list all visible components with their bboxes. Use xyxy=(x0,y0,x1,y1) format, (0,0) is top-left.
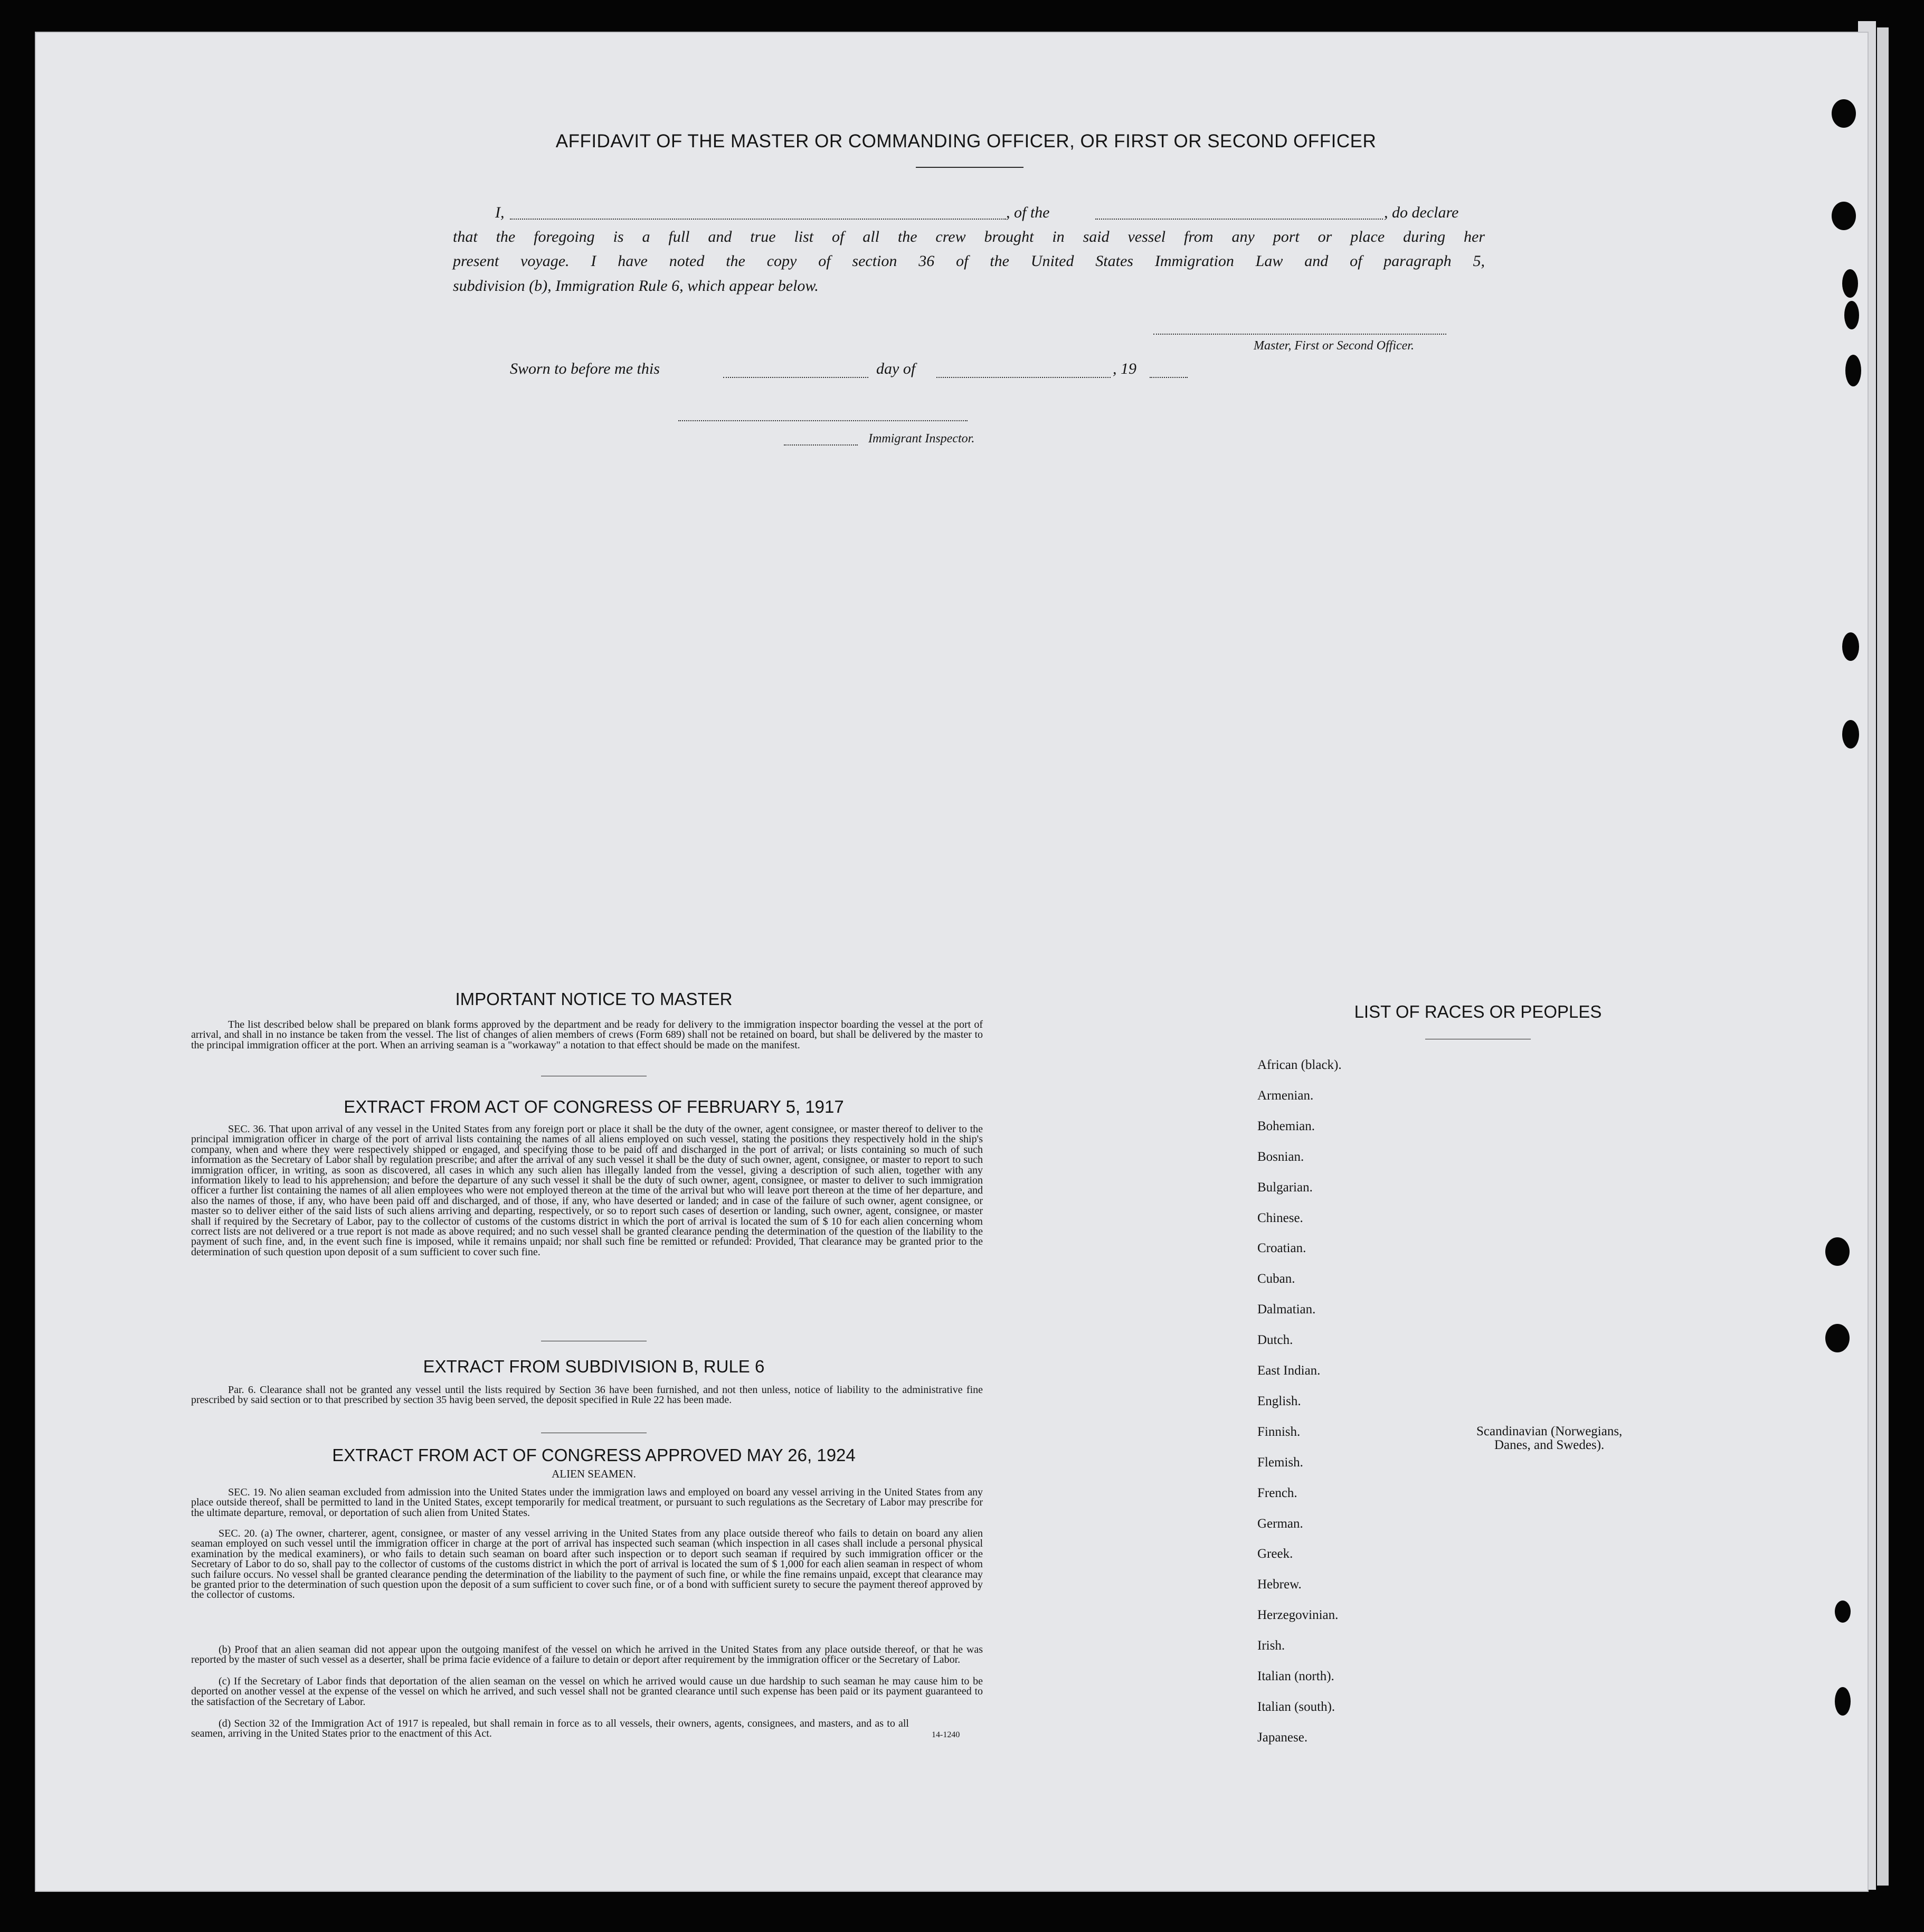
race-item: Herzegovinian. xyxy=(1257,1608,1339,1623)
binder-hole-icon xyxy=(1825,1237,1850,1266)
binder-hole-icon xyxy=(1825,1324,1850,1352)
month-blank xyxy=(936,377,1111,378)
extract-1924-sec20a: SEC. 20. (a) The owner, charterer, agent, consignee, or master of any vessel arriving in the United States from any place outside thereof who fails to detain on board any alien seaman employed on such vessel until the immigration officer in charge at the port of arrival has inspected such seaman (which inspection in all cases shall include a personal physical examination by the medical examiners), or who fails to detain such seaman on board after such inspection or to deport such seaman if required by such immigration officer or the Secretary of Labor to do so, shall pay to the collector of customs of the customs district in which the port of arrival is located the sum of $ 1,000 for each alien seaman in respect of whom such failure occurs. No vessel shall be granted clearance pending the determination of the liability to the payment of such fine, or while the fine remains unpaid, except that clearance may be granted prior to the determination of such question upon the deposit of a sum sufficient to cover such fine, or of a bond with sufficient surety to secure the payment thereof approved by the collector of customs. xyxy=(191,1528,983,1601)
notice-title: IMPORTANT NOTICE TO MASTER xyxy=(455,989,733,1009)
year-blank xyxy=(1150,377,1188,378)
race-item: East Indian. xyxy=(1257,1363,1321,1378)
form-number: 14-1240 xyxy=(932,1730,960,1739)
day-blank xyxy=(723,377,868,378)
sworn-text: Sworn to before me this xyxy=(510,360,660,377)
race-item: Armenian. xyxy=(1257,1088,1314,1103)
race-item: Irish. xyxy=(1257,1639,1285,1653)
year-prefix: , 19 xyxy=(1113,360,1136,377)
race-item: Italian (north). xyxy=(1257,1669,1334,1683)
affidavit-line4: subdivision (b), Immigration Rule 6, which appear below. xyxy=(453,277,819,295)
race-item: English. xyxy=(1257,1394,1301,1408)
race-item: Dalmatian. xyxy=(1257,1302,1316,1317)
extract-1924-sec20b: (b) Proof that an alien seaman did not appear upon the outgoing manifest of the vessel on which he arrived in the United States from any place outside thereof, or that he was reported by the master of such vessel as a deserter, shall be prima facie evidence of a failure to detain or deport after requirement by the immigration officer or the Secretary of Labor. xyxy=(191,1644,983,1666)
affidavit-line2: that the foregoing is a full and true list of all the crew brought in said vessel from any port or place during her xyxy=(453,228,1485,245)
binder-hole-icon xyxy=(1842,632,1859,661)
binder-hole-icon xyxy=(1835,1600,1851,1623)
affidavit-line1-of-the: , of the xyxy=(1006,204,1050,221)
extract-1917-text: SEC. 36. That upon arrival of any vessel in the United States from any foreign port or place it shall be the duty of the owner, agent consignee, or master thereof to deliver to the principal immigration officer in charge of the port of arrival lists containing the names of all aliens employed on such vessel, stating the positions they respectively hold in the ship's company, when and where they were respectively shipped or engaged, and specifying those to be paid off and discharged in the port of arrival; or lists containing so much of such information as the Secretary of Labor shall by regulation prescribe; and after the arrival of any such vessel it shall be the duty of such owner, agent, consignee, or master to report to such immigration officer, in writing, as soon as discovered, all cases in which any such alien has illegally landed from the vessel, giving a description of such alien, together with any information likely to lead to his apprehension; and before the departure of any such vessel it shall be the duty of such owner, agent, consignee, or master to deliver to such immigration officer a further list containing the names of all alien employees who were not employed thereon at the time of the arrival but who will leave port thereon at the time of her departure, and also the names of those, if any, who have been paid off and discharged, and of those, if any, who have deserted or landed; and in case of the failure of such owner, agent consignee, or master so to deliver either of the said lists of such aliens arriving and departing, respectively, or so to report such cases of desertion or landing, such owner, agent, consignee, or master shall if required by the Secretary of Labor, pay to the collector of customs of the customs district in which the port of arrival is located the sum of $ 10 for each alien concerning whom correct lists are not delivered or a true report is not made as above required; and no such vessel shall be granted clearance pending the determination of the question of the liability to the payment of such fine, and, in the event such fine is imposed, while it remains unpaid; nor shall such fine be remitted or refunded: Provided, That clearance may be granted prior to the determination of such question upon deposit of a sum sufficient to cover such fine. xyxy=(191,1123,983,1258)
extract-1924-sec20c: (c) If the Secretary of Labor finds that deportation of the alien seaman on the vessel on which he arrived would cause un due hardship to such seaman he may cause him to be deported on another vessel at the expense of the vessel on which he arrived, and such vessel shall not be granted clearance until such expense has been paid or its payment guaranteed to the satisfaction of the Secretary of Labor. xyxy=(191,1675,983,1708)
inspector-caption: Immigrant Inspector. xyxy=(868,432,975,446)
race-item: Hebrew. xyxy=(1257,1577,1302,1592)
race-item: Bosnian. xyxy=(1257,1149,1304,1164)
page-edge-stack-back xyxy=(1877,27,1889,1886)
notice-text: The list described below shall be prepared on blank forms approved by the department and be ready for delivery to the immigration inspector boarding the vessel at the port of arrival, and shall in no instance be taken from the vessel. The list of changes of alien members of crews (Form 689) shall not be retained on board, but shall be delivered by the master to the principal immigration officer at the port. When an arriving seaman is a "workaway" a notation to that effect should be made on the manifest. xyxy=(191,1019,983,1051)
name-blank xyxy=(510,219,1006,220)
affidavit-line1-i: I, xyxy=(495,204,505,221)
binder-hole-icon xyxy=(1842,269,1858,298)
divider xyxy=(916,167,1023,168)
signature-line xyxy=(1153,334,1446,335)
inspector-signature-line xyxy=(678,420,968,421)
affidavit-line1-declare: , do declare xyxy=(1384,204,1459,221)
race-item: Bohemian. xyxy=(1257,1119,1315,1133)
race-item: Italian (south). xyxy=(1257,1699,1335,1714)
race-item: Japanese. xyxy=(1257,1730,1308,1745)
binder-hole-icon xyxy=(1844,301,1859,329)
race-item: Scandinavian (Norwegians, Danes, and Swedes). xyxy=(1476,1424,1623,1452)
race-item: Bulgarian. xyxy=(1257,1180,1313,1195)
race-item: Chinese. xyxy=(1257,1210,1303,1225)
race-item: Finnish. xyxy=(1257,1424,1301,1439)
race-item: German. xyxy=(1257,1516,1303,1531)
binder-hole-icon xyxy=(1832,202,1856,230)
affidavit-title: AFFIDAVIT OF THE MASTER OR COMMANDING OFFICER, OR FIRST OR SECOND OFFICER xyxy=(555,131,1377,151)
race-item: Flemish. xyxy=(1257,1455,1303,1470)
race-item: Cuban. xyxy=(1257,1272,1295,1286)
extract-1924-subtitle: ALIEN SEAMEN. xyxy=(552,1467,636,1480)
race-item: French. xyxy=(1257,1485,1297,1500)
race-item: African (black). xyxy=(1257,1058,1342,1072)
affidavit-line3: present voyage. I have noted the copy of section 36 of the United States Immigration Law and of paragraph 5, xyxy=(453,252,1485,270)
binder-hole-icon xyxy=(1842,720,1859,749)
day-of-text: day of xyxy=(876,360,916,377)
binder-hole-icon xyxy=(1835,1687,1851,1716)
race-item: Croatian. xyxy=(1257,1241,1306,1256)
vessel-blank xyxy=(1095,219,1383,220)
document-page xyxy=(36,33,1868,1891)
binder-hole-icon xyxy=(1845,355,1861,386)
binder-hole-icon xyxy=(1832,99,1856,128)
race-item: Dutch. xyxy=(1257,1333,1293,1348)
signature-caption: Master, First or Second Officer. xyxy=(1254,339,1414,353)
race-item: Greek. xyxy=(1257,1547,1293,1561)
extract-1924-sec20d: (d) Section 32 of the Immigration Act of 1917 is repealed, but shall remain in force as to all vessels, their owners, agents, consignees, and masters, and as to all seamen, arriving in the United States prior to the enactment of this Act. xyxy=(191,1718,909,1740)
extract-1924-title: EXTRACT FROM ACT OF CONGRESS APPROVED MAY 26, 1924 xyxy=(332,1445,856,1465)
extract-1917-title: EXTRACT FROM ACT OF CONGRESS OF FEBRUARY 5, 1917 xyxy=(344,1097,844,1116)
extract-rule6-text: Par. 6. Clearance shall not be granted any vessel until the lists required by Section 36 have been furnished, and not then unless, notice of liability to the administrative fine prescribed by said section or to that prescribed by section 35 havig been served, the deposit specified in Rule 22 has been made. xyxy=(191,1384,983,1406)
extract-rule6-title: EXTRACT FROM SUBDIVISION B, RULE 6 xyxy=(423,1357,765,1376)
inspector-dots xyxy=(784,444,858,446)
extract-1924-sec19: SEC. 19. No alien seaman excluded from admission into the United States under the immigration laws and employed on board any vessel arriving in the United States from any place outside thereof, shall be permitted to land in the United States, except temporarily for medical treatment, or pursuant to such regulations as the Secretary of Labor may prescribe for the ultimate departure, removal, or deportation of such alien from United States. xyxy=(191,1486,983,1519)
races-title: LIST OF RACES OR PEOPLES xyxy=(1354,1002,1602,1021)
